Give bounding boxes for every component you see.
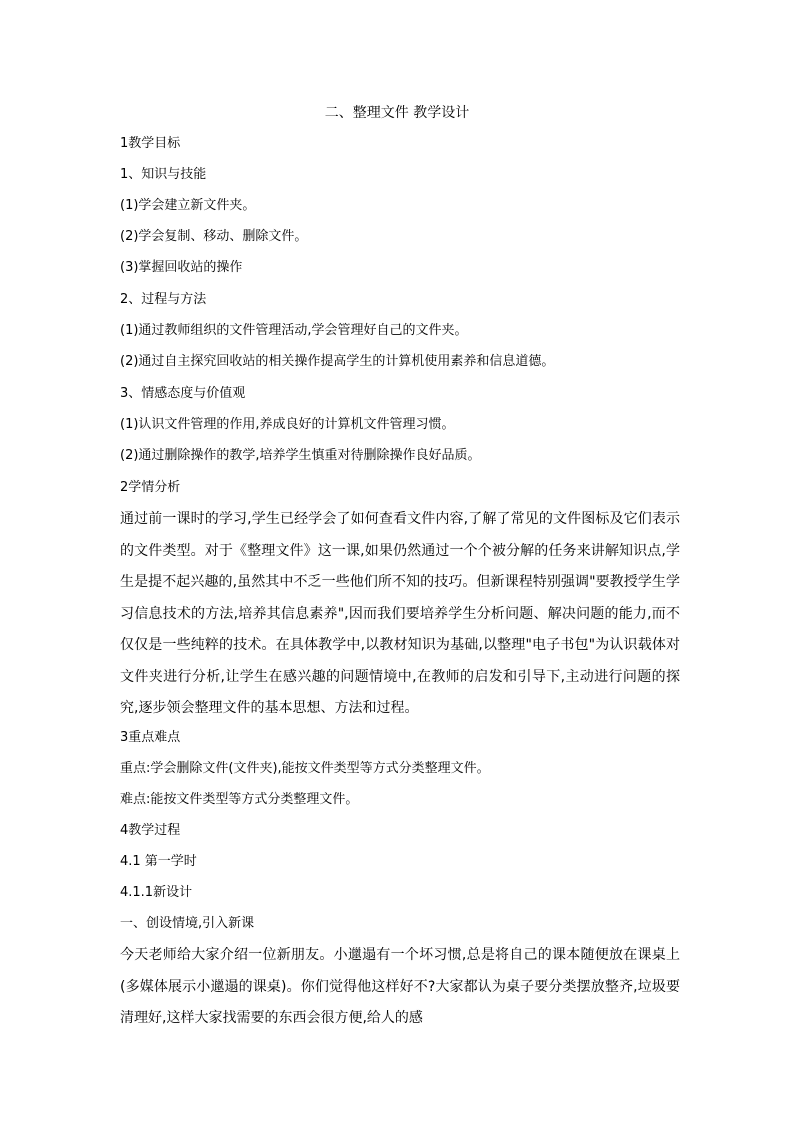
subheading-process-method: 2、过程与方法 — [120, 292, 207, 307]
subheading-knowledge-skills: 1、知识与技能 — [120, 167, 207, 182]
intro-paragraph: 今天老师给大家介绍一位新朋友。小邋遢有一个坏习惯,总是将自己的课本随便放在课桌上(多媒体展示小邋遢的课桌)。你们觉得他这样好不?大家都认为桌子要分类摆放整齐,垃圾要清理好,这样大家找需要的东西会很方便,给人的感 — [120, 947, 680, 1026]
list-item: (2)通过删除操作的教学,培养学生慎重对待删除操作良好品质。 — [120, 448, 481, 463]
section-heading-learner-analysis: 2学情分析 — [120, 480, 181, 495]
list-item: (2)通过自主探究回收站的相关操作提高学生的计算机使用素养和信息道德。 — [120, 354, 555, 369]
subheading-new-design: 4.1.1新设计 — [120, 885, 193, 900]
list-item: (3)掌握回收站的操作 — [120, 260, 243, 275]
difficulty-text: 难点:能按文件类型等方式分类整理文件。 — [120, 792, 359, 807]
document-title: 二、整理文件 教学设计 — [324, 105, 470, 121]
list-item: (1)通过教师组织的文件管理活动,学会管理好自己的文件夹。 — [120, 323, 468, 338]
subheading-first-lesson: 4.1 第一学时 — [120, 854, 197, 869]
key-point-text: 重点:学会删除文件(文件夹),能按文件类型等方式分类整理文件。 — [120, 761, 490, 776]
step-heading-intro: 一、创设情境,引入新课 — [120, 916, 255, 931]
subheading-attitude-values: 3、情感态度与价值观 — [120, 386, 246, 401]
list-item: (1)认识文件管理的作用,养成良好的计算机文件管理习惯。 — [120, 417, 455, 432]
section-heading-key-points: 3重点难点 — [120, 730, 181, 745]
section-heading-teaching-goals: 1教学目标 — [120, 136, 181, 151]
list-item: (1)学会建立新文件夹。 — [120, 198, 256, 213]
learner-analysis-paragraph: 通过前一课时的学习,学生已经学会了如何查看文件内容,了解了常见的文件图标及它们表示的文件类型。对于《整理文件》这一课,如果仍然通过一个个被分解的任务来讲解知识点,学生是提不起兴趣的,虽然其中不乏一些他们所不知的技巧。但新课程特别强调"要教授学生学习信息技术的方法,培养其信息素养",因而我们要培养学生分析问题、解决问题的能力,而不仅仅是一些纯粹的技术。在具体教学中,以教材知识为基础,以整理"电子书包"为认识载体对文件夹进行分析,让学生在感兴趣的问题情境中,在教师的启发和引导下,主动进行问题的探究,逐步领会整理文件的基本思想、方法和过程。 — [120, 511, 680, 716]
list-item: (2)学会复制、移动、删除文件。 — [120, 229, 308, 244]
section-heading-teaching-process: 4教学过程 — [120, 823, 181, 838]
